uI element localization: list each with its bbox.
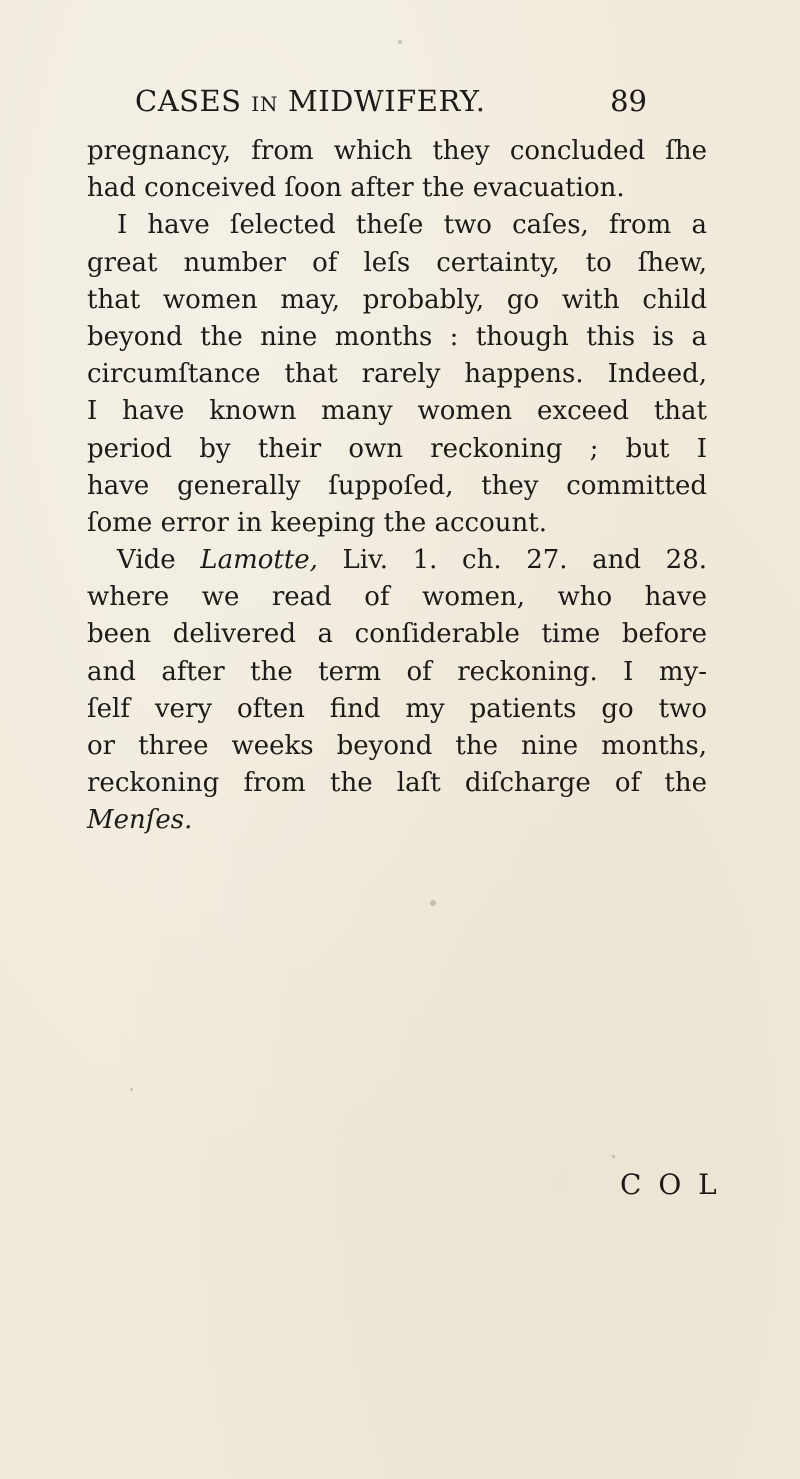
text-line: where we read of women, who have: [87, 582, 707, 613]
running-head-part-2: MIDWIFERY.: [278, 84, 486, 118]
text-line: pregnancy, from which they concluded ſhe: [87, 136, 707, 166]
paper-speck: [430, 900, 436, 906]
text-line: or three weeks beyond the nine months,: [87, 731, 707, 761]
citation-author: Lamotte,: [200, 545, 318, 576]
text-line: ſome error in keeping the account.: [87, 507, 547, 538]
paper-speck: [398, 40, 402, 44]
catchword: C O L: [620, 1168, 721, 1201]
text-line: that women may, probably, go with child: [87, 284, 707, 315]
paper-speck: [612, 1155, 615, 1158]
text-line: I have ſelected theſe two caſes, from a: [117, 210, 707, 241]
page-number: 89: [610, 84, 647, 118]
text-line: great number of leſs certainty, to ſhew,: [87, 247, 707, 278]
paper-speck: [130, 1088, 133, 1091]
citation-vide: Vide: [117, 545, 176, 576]
page-body: [87, 133, 707, 840]
text-line: Menſes.: [87, 805, 193, 836]
text-line: period by their own reckoning ; but I: [87, 433, 707, 464]
text-line: had conceived ſoon after the evacuation.: [87, 173, 625, 204]
running-head: [135, 84, 486, 118]
text-line: ſelf very often find my patients go two: [87, 693, 707, 724]
running-head-small-caps: IN: [251, 92, 279, 116]
text-line: I have known many women exceed that: [87, 396, 707, 427]
text-line: have generally ſuppoſed, they committed: [87, 470, 707, 501]
text-line: been delivered a conſiderable time before: [87, 619, 707, 650]
citation-reference: Liv. 1. ch. 27. and 28.: [342, 545, 708, 576]
text-line: beyond the nine months : though this is a: [87, 321, 707, 352]
text-line: reckoning from the laſt diſcharge of the: [87, 768, 707, 799]
text-line: circumſtance that rarely happens. Indeed,: [87, 359, 707, 390]
running-head-part-1: CASES: [135, 84, 252, 118]
text-line-citation: [87, 542, 707, 579]
text-line: and after the term of reckoning. I my-: [87, 656, 707, 687]
page-header: [135, 84, 647, 124]
